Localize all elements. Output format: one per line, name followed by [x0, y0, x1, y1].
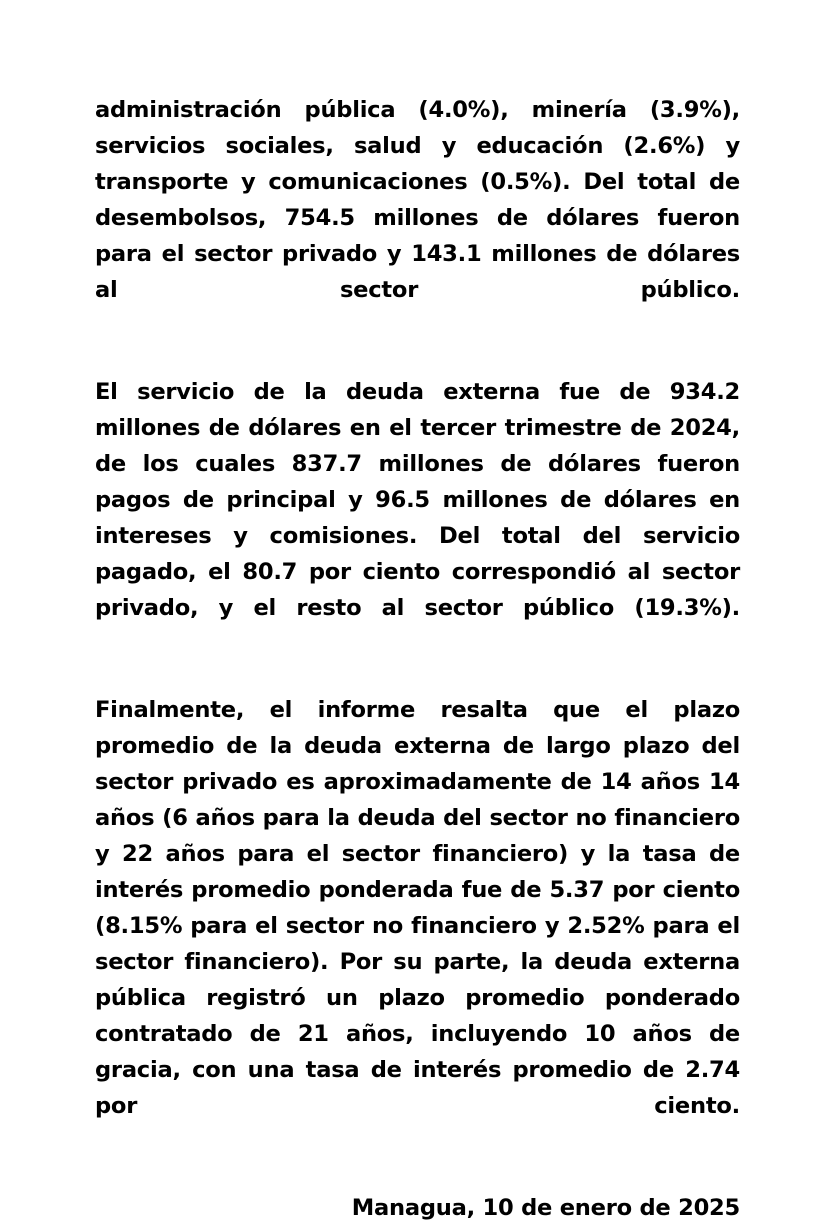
- paragraph-desembolsos: administración pública (4.0%), minería (3.9%), servicios sociales, salud y educación (2.6%) y transporte y comunicaciones (0.5%). Del total de desembolsos, 754.5 millones de dólares fueron para el sector privado y 143.1 millones de dólares al sector público.: [95, 97, 740, 303]
- paragraph-plazo-promedio: Finalmente, el informe resalta que el plazo promedio de la deuda externa de largo plazo del sector privado es aproximadamente de 14 años 14 años (6 años para la deuda del sector no financiero y 22 años para el sector financiero) y la tasa de interés promedio ponderada fue de 5.37 por ciento (8.15% para el sector no financiero y 2.52% para el sector financiero). Por su parte, la deuda externa pública registró un plazo promedio ponderado contratado de 21 años, incluyendo 10 años de gracia, con una tasa de interés promedio de 2.74 por ciento.: [95, 697, 740, 1119]
- paragraph-servicio-deuda: El servicio de la deuda externa fue de 934.2 millones de dólares en el tercer trimestre de 2024, de los cuales 837.7 millones de dólares fueron pagos de principal y 96.5 millones de dólares en intereses y comisiones. Del total del servicio pagado, el 80.7 por ciento correspondió al sector privado, y el resto al sector público (19.3%).: [95, 379, 740, 621]
- dateline-container: [95, 1190, 740, 1226]
- dateline: Managua, 10 de enero de 2025: [351, 1195, 740, 1221]
- document-body: [95, 92, 740, 1226]
